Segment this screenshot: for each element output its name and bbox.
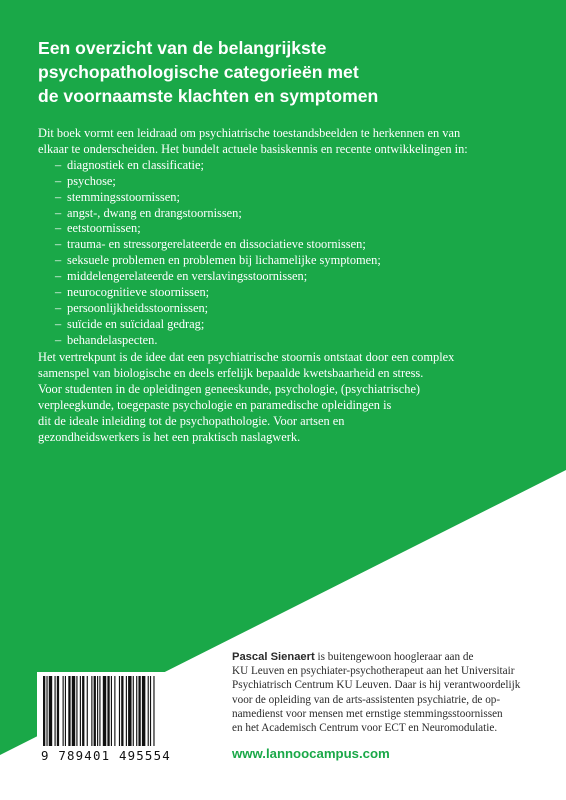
barcode (37, 672, 207, 766)
author-name: Pascal Sienaert (232, 651, 315, 663)
list-item-text: angst-, dwang en drangstoornissen; (67, 205, 242, 220)
barcode-bar (94, 676, 96, 746)
list-item (38, 158, 528, 174)
barcode-bar (153, 676, 154, 746)
barcode-bar (107, 676, 109, 746)
barcode-bar (72, 676, 75, 746)
dash-bullet: – (55, 285, 62, 300)
barcode-bar (43, 676, 45, 746)
barcode-bar (148, 676, 149, 746)
barcode-bar (133, 676, 134, 746)
list-item (38, 333, 528, 349)
dash-bullet: – (55, 173, 62, 188)
list-item (38, 174, 528, 190)
intro-line: Dit boek vormt een leidraad om psychiatrische toestandsbeelden te herkennen en van (38, 126, 461, 140)
author-line: KU Leuven en psychiater-psychotherapeut aan het Universitair (232, 665, 515, 678)
intro-line: elkaar te onderscheiden. Het bundelt actuele basiskennis en recente ontwikkelingen in: (38, 141, 468, 156)
barcode-bar (138, 676, 140, 746)
dash-bullet: – (55, 269, 62, 284)
author-line: voor de opleiding van de arts-assistenten psychiatrie, de op- (232, 693, 501, 706)
isbn-number: 9 789401 495554 (41, 748, 171, 763)
barcode-bars (41, 676, 203, 748)
list-item-text: seksuele problemen en problemen bij lichamelijke symptomen; (67, 253, 381, 268)
barcode-bar (126, 676, 127, 746)
dash-bullet: – (55, 205, 62, 220)
paragraph-line: gezondheidswerkers is het een praktisch naslagwerk. (38, 429, 301, 444)
second-paragraph (38, 350, 508, 445)
list-item (38, 253, 528, 269)
list-item (38, 301, 528, 317)
barcode-bar (68, 676, 70, 746)
list-item-text: middelengerelateerde en verslavingsstoornissen; (67, 269, 308, 284)
barcode-bar (114, 676, 115, 746)
author-line (232, 650, 552, 664)
author-line-text: is buitengewoon hoogleraar aan de (314, 651, 474, 663)
headline-line: psychopathologische categorieën met (38, 62, 359, 82)
author-line: namedienst voor mensen met ernstige stemmingsstoornissen (232, 707, 503, 720)
list-item (38, 237, 528, 253)
list-item-text: eetstoornissen; (67, 221, 141, 236)
headline-line: de voornaamste klachten en symptomen (38, 86, 379, 106)
list-item (38, 206, 528, 222)
paragraph-line: Voor studenten in de opleidingen geneeskunde, psychologie, (psychiatrische) (38, 381, 421, 396)
barcode-bar (103, 676, 106, 746)
barcode-bar (97, 676, 98, 746)
barcode-bar (46, 676, 47, 746)
barcode-bar (150, 676, 151, 746)
barcode-bar (121, 676, 123, 746)
dash-bullet: – (55, 237, 62, 252)
list-item (38, 269, 528, 285)
barcode-bar (57, 676, 59, 746)
list-item-text: behandelaspecten. (67, 332, 158, 347)
list-item-text: trauma- en stressorgerelateerde en dissociatieve stoornissen; (67, 237, 366, 252)
barcode-bar (99, 676, 100, 746)
publisher-website[interactable]: www.lannoocampus.com (232, 746, 390, 761)
dash-bullet: – (55, 316, 62, 331)
headline (38, 36, 508, 108)
headline-line: Een overzicht van de belangrijkste (38, 38, 327, 58)
list-item (38, 221, 528, 237)
dash-bullet: – (55, 221, 62, 236)
author-line: en het Academisch Centrum voor ECT en Neuromodulatie. (232, 722, 498, 735)
dash-bullet: – (55, 157, 62, 172)
list-item-text: diagnostiek en classificatie; (67, 157, 204, 172)
dash-bullet: – (55, 300, 62, 315)
paragraph-line: verpleegkunde, toegepaste psychologie en paramedische opleidingen is (38, 397, 392, 412)
description (38, 126, 528, 349)
barcode-bar (49, 676, 52, 746)
barcode-bar (136, 676, 137, 746)
list-item-text: stemmingsstoornissen; (67, 189, 180, 204)
dash-bullet: – (55, 253, 62, 268)
barcode-bar (128, 676, 131, 746)
author-line: Psychiatrisch Centrum KU Leuven. Daar is hij verantwoordelijk (232, 679, 521, 692)
paragraph-line: Het vertrekpunt is de idee dat een psychiatrische stoornis ontstaat door een complex (38, 350, 455, 364)
paragraph-line: dit de ideale inleiding tot de psychopathologie. Voor artsen en (38, 413, 345, 428)
list-item-text: suïcide en suïcidaal gedrag; (67, 316, 205, 331)
list-item (38, 317, 528, 333)
barcode-bar (142, 676, 145, 746)
barcode-bar (82, 676, 84, 746)
barcode-bar (111, 676, 112, 746)
barcode-bar (63, 676, 64, 746)
barcode-bar (65, 676, 66, 746)
barcode-bar (55, 676, 56, 746)
topics-list (38, 158, 528, 349)
list-item (38, 285, 528, 301)
barcode-bar (119, 676, 120, 746)
barcode-bar (87, 676, 88, 746)
barcode-bar (76, 676, 77, 746)
barcode-bar (91, 676, 92, 746)
list-item-text: psychose; (67, 173, 116, 188)
dash-bullet: – (55, 189, 62, 204)
list-item-text: persoonlijkheidsstoornissen; (67, 300, 209, 315)
paragraph-line: samenspel van biologische en deels erfelijk bepaalde kwetsbaarheid en stress. (38, 365, 424, 380)
list-item-text: neurocognitieve stoornissen; (67, 285, 210, 300)
list-item (38, 190, 528, 206)
barcode-bar (80, 676, 81, 746)
author-bio (232, 650, 552, 735)
dash-bullet: – (55, 332, 62, 347)
